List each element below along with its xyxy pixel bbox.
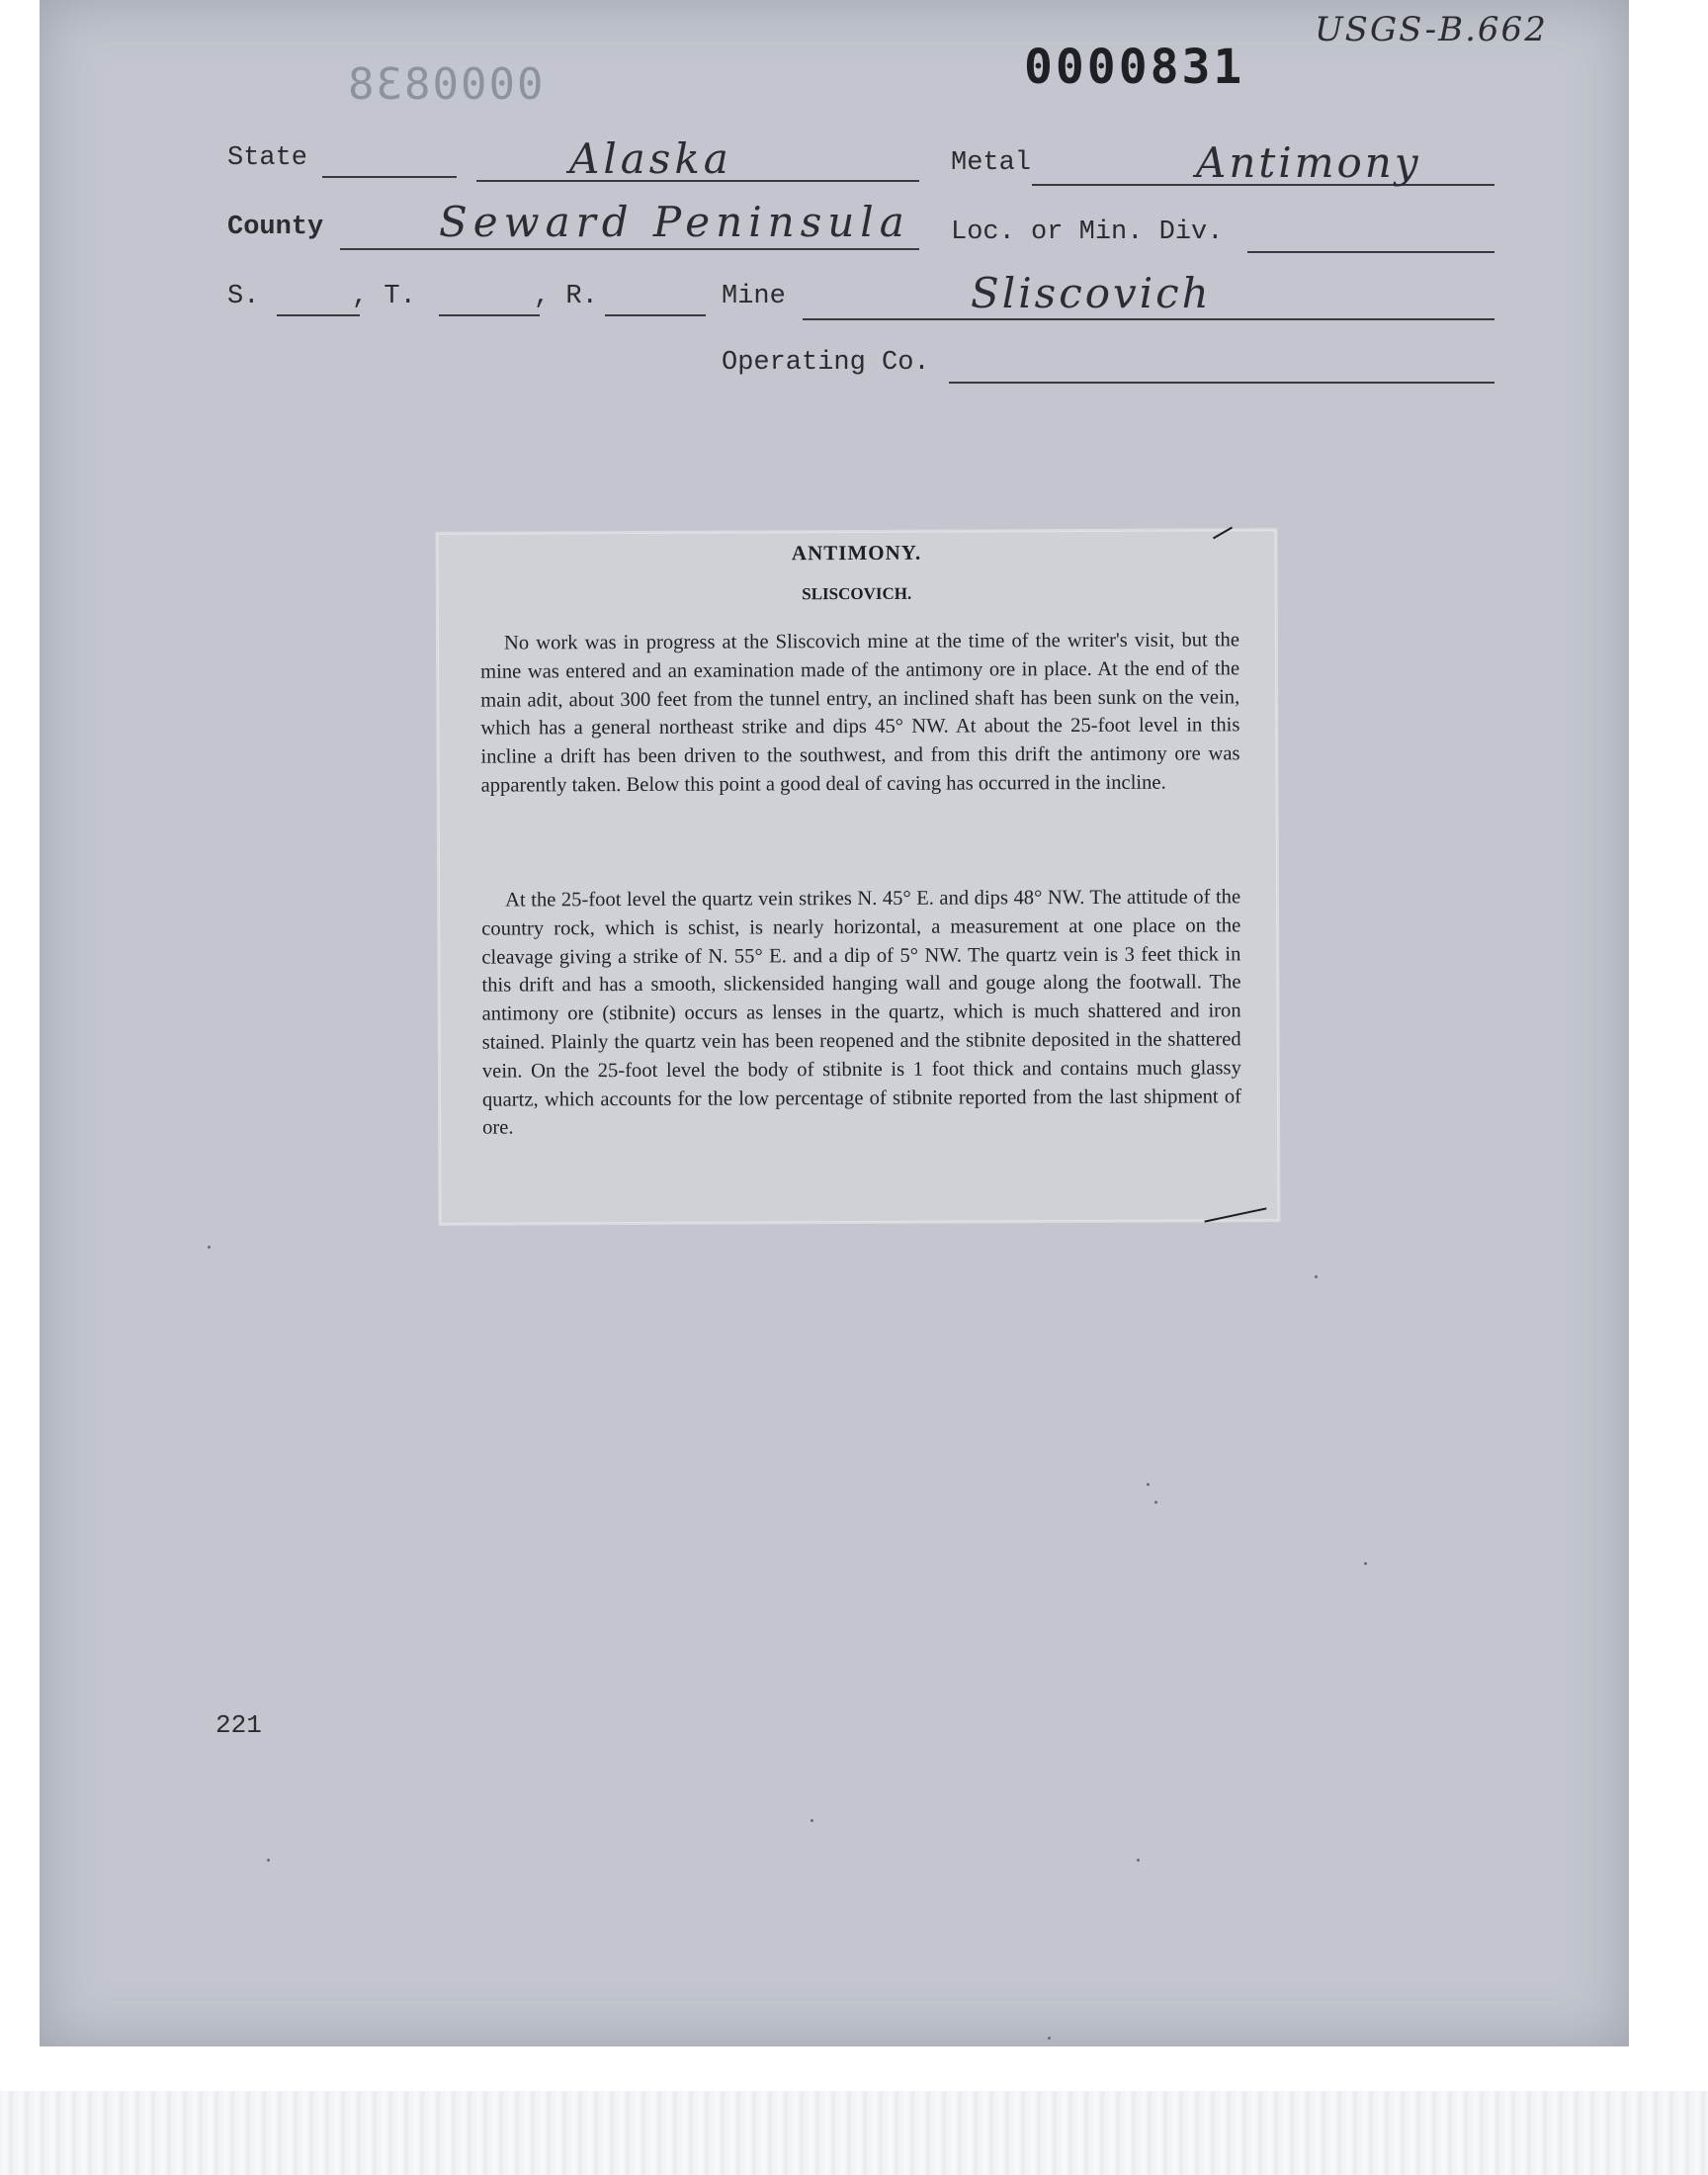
metal-value: Antimony xyxy=(1196,138,1421,187)
speck xyxy=(1364,1562,1367,1565)
county-line xyxy=(340,248,919,250)
scan-edge-strip xyxy=(0,2091,1708,2175)
speck xyxy=(811,1819,813,1822)
range-line xyxy=(605,314,706,316)
speck xyxy=(208,1246,211,1249)
speck xyxy=(267,1859,270,1862)
mine-value: Sliscovich xyxy=(971,269,1212,317)
operating-company-line xyxy=(949,382,1494,384)
operating-company-label: Operating Co. xyxy=(722,348,930,378)
location-label: Loc. or Min. Div. xyxy=(951,218,1224,247)
clipping-subheading: SLISCOVICH. xyxy=(802,583,912,604)
range-label: , R. xyxy=(534,282,598,311)
clipping-paragraph-2: At the 25-foot level the quartz vein strikes N. 45° E. and dips 48° NW. The attitude of the country rock, which is schist, is nearly horizontal, a measurement at one place on the cleavage giving a strike of N. 55° E. and a dip of 5° NW. The quartz vein is 3 feet thick in this drift and has a smooth, slickensided hanging wall and gouge along the footwall. The antimony ore (stibnite) occurs as lenses in the quartz, which is much shattered and iron stained. Plainly the quartz vein has been reopened and the stibnite deposited in the shattered vein. On the 25-foot level the body of stibnite is 1 foot thick and contains much glassy quartz, which accounts for the low percentage of stibnite reported from the last shipment of ore. xyxy=(481,886,1242,1140)
speck xyxy=(1154,1501,1157,1504)
location-line xyxy=(1247,251,1494,253)
state-value: Alaska xyxy=(569,134,732,183)
offset-number: 0000838 xyxy=(346,59,544,110)
section-label: S. xyxy=(227,282,260,311)
county-value: Seward Peninsula xyxy=(439,198,910,246)
clipping-paragraph-1: No work was in progress at the Sliscovich mine at the time of the writer's visit, but the mine was entered and an examination made of the antimony ore in place. At the end of the main adit, about 300 feet from the tunnel entry, an inclined shaft has been sunk on the vein, which has a general northeast strike and dips 45° NW. At about the 25-foot level in this incline a drift has been driven to the southwest, and from this drift the antimony ore was apparently taken. Below this point a good deal of caving has occurred in the incline. xyxy=(480,629,1240,797)
speck xyxy=(1137,1859,1140,1862)
page-number: 221 xyxy=(215,1710,262,1740)
speck xyxy=(1048,2037,1051,2040)
speck xyxy=(1147,1483,1150,1486)
pasted-clipping xyxy=(437,530,1278,1224)
county-label: County xyxy=(227,213,324,242)
metal-label: Metal xyxy=(951,148,1032,178)
township-line xyxy=(439,314,540,316)
state-label: State xyxy=(227,143,308,173)
state-line-short xyxy=(322,176,457,178)
record-number: 0000831 xyxy=(1024,40,1245,95)
township-label: , T. xyxy=(352,282,416,311)
mine-label: Mine xyxy=(722,282,786,311)
speck xyxy=(1315,1275,1318,1278)
catalog-reference: USGS-B.662 xyxy=(1315,10,1548,49)
mine-line xyxy=(803,318,1494,320)
clipping-heading: ANTIMONY. xyxy=(791,540,922,566)
section-line xyxy=(277,314,360,316)
